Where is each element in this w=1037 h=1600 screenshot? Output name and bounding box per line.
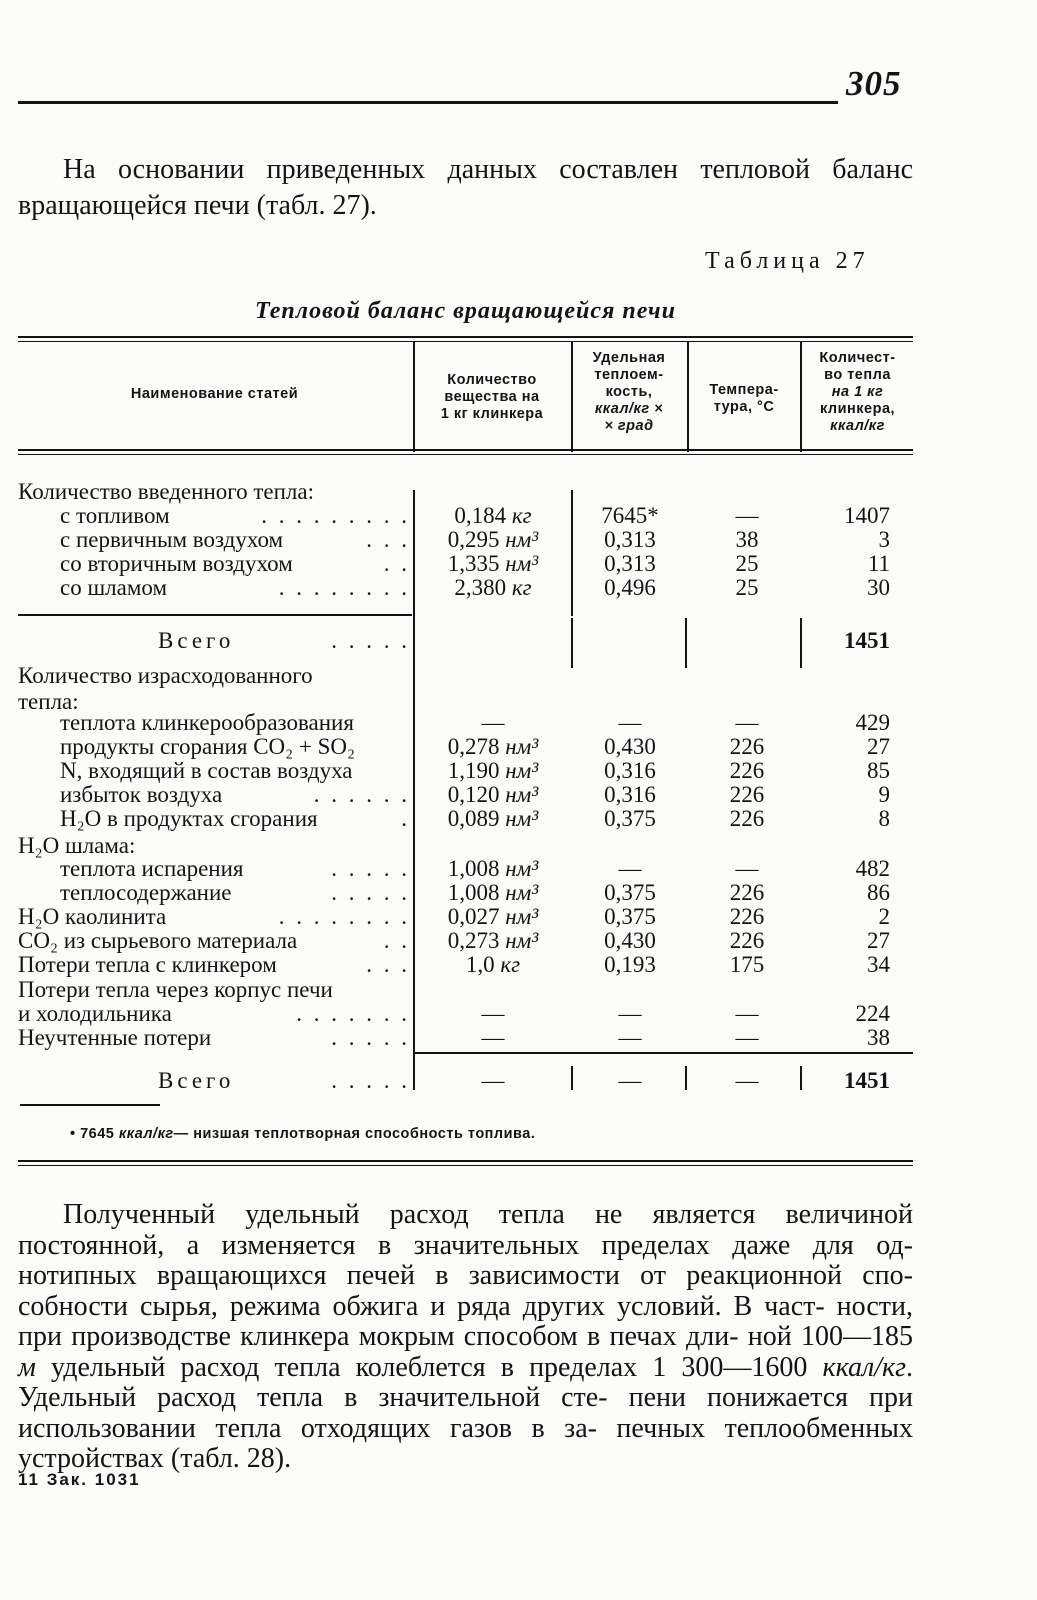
row-label-text: продукты сгорания CO₂ + SO₂ <box>60 735 356 759</box>
header-line: вещества на <box>444 389 540 405</box>
row-label <box>18 929 410 953</box>
cell-quantity <box>418 857 568 881</box>
table-row <box>0 759 1037 783</box>
quantity-value: 1,335 <box>447 551 500 576</box>
row-label-text: CO₂ из сырьевого материала <box>18 929 298 953</box>
row-label <box>60 711 410 735</box>
row-label <box>60 857 410 881</box>
table-row <box>0 552 1037 576</box>
row-label <box>18 905 410 929</box>
cell-heat: 3 <box>878 527 890 552</box>
print-signature: 11 Зак. 1031 <box>18 1470 141 1489</box>
cell-heat-capacity: 0,375 <box>604 904 656 929</box>
table-end-rule <box>18 1160 913 1162</box>
quantity-unit: нм³ <box>499 904 539 929</box>
cell-heat-capacity: 0,375 <box>604 806 656 831</box>
table-row <box>0 807 1037 831</box>
cell-heat: 11 <box>867 551 890 576</box>
row-label-text: Количество введенного тепла: <box>18 480 315 504</box>
text-run: ной 100—185 <box>747 1321 914 1352</box>
table-row <box>0 929 1037 953</box>
footnote-rule <box>20 1104 160 1106</box>
cell-heat: 1407 <box>844 503 890 528</box>
table-row <box>0 783 1037 807</box>
quantity-value: 0,120 <box>447 782 500 807</box>
cell-temperature: 226 <box>729 734 765 759</box>
quantity-value: 1,0 <box>465 952 495 977</box>
row-label <box>60 528 410 552</box>
cell-heat-capacity: 0,430 <box>604 734 656 759</box>
body-paragraph <box>18 1200 913 1475</box>
text-run: нотипных вращающихся печей в зависимости от реакционной спо- <box>18 1260 913 1291</box>
cell-heat-capacity: — <box>618 1025 642 1050</box>
table-row <box>0 978 1037 1002</box>
cell-quantity <box>418 735 568 759</box>
leader-dots: . . . <box>366 953 410 977</box>
cell-heat: 8 <box>878 806 890 831</box>
cell-heat: 34 <box>867 952 890 977</box>
leader-dots: . . <box>383 552 410 576</box>
row-label-text: и холодильника <box>18 1002 172 1026</box>
header-line: Количество <box>447 372 537 388</box>
table-total-row <box>0 629 1037 653</box>
cell-temperature: — <box>735 503 759 528</box>
row-label-text: теплосодержание <box>60 881 232 905</box>
leader-dots: . . . . . <box>331 629 410 653</box>
cell-quantity <box>418 783 568 807</box>
cell-temperature: 38 <box>735 527 759 552</box>
row-label <box>18 834 410 858</box>
header-line: Количест- <box>819 350 896 366</box>
quantity-unit: нм³ <box>499 880 539 905</box>
text-run: пени понижается при использовании тепла отходящих газов в за- <box>18 1382 914 1444</box>
cell-quantity <box>418 953 568 977</box>
text-run: . Удельный расход тепла в значительной сте- <box>18 1351 913 1413</box>
quantity-unit: кг <box>494 952 521 977</box>
cell-heat-capacity: — <box>618 1068 642 1093</box>
cell-quantity <box>418 929 568 953</box>
quantity-unit: нм³ <box>499 551 539 576</box>
cell-quantity <box>418 759 568 783</box>
table-row <box>0 480 1037 504</box>
cell-temperature: 25 <box>735 575 759 600</box>
cell-temperature: 226 <box>729 806 765 831</box>
quantity-unit: нм³ <box>499 527 539 552</box>
leader-dots: . . . . . <box>331 881 410 905</box>
row-label <box>18 480 410 504</box>
row-label <box>60 881 410 905</box>
cell-temperature: 175 <box>729 952 765 977</box>
cell-heat: 86 <box>867 880 890 905</box>
row-label <box>60 807 410 831</box>
row-label <box>60 552 410 576</box>
cell-quantity <box>418 1002 568 1026</box>
row-label-text: теплота клинкерообразования <box>60 711 354 735</box>
table-row <box>0 881 1037 905</box>
cell-quantity <box>418 1069 568 1093</box>
quantity-value: 0,278 <box>447 734 500 759</box>
footnote-marker: • 7645 <box>70 1126 115 1142</box>
row-label <box>60 576 410 600</box>
header-name: Наименование статей <box>130 386 299 402</box>
quantity-value: 0,273 <box>447 928 500 953</box>
quantity-value: 0,089 <box>447 806 500 831</box>
header-line: клинкера, <box>819 401 896 417</box>
cell-quantity <box>418 528 568 552</box>
quantity-value: 1,190 <box>447 758 500 783</box>
table-end-rule-thin <box>18 1165 913 1166</box>
table-row <box>0 1002 1037 1026</box>
quantity-value: — <box>481 1001 505 1026</box>
text-run: собности сырья, режима обжига и ряда других условий. В част- <box>18 1290 825 1322</box>
cell-heat-capacity: — <box>618 1001 642 1026</box>
cell-quantity <box>418 711 568 735</box>
row-label-text: Потери тепла с клинкером <box>18 953 277 977</box>
footnote-unit: ккал/кг <box>118 1126 174 1142</box>
cell-temperature: 226 <box>729 904 765 929</box>
row-label <box>18 1002 410 1026</box>
cell-temperature: — <box>735 856 759 881</box>
cell-quantity <box>418 504 568 528</box>
quantity-value: 1,008 <box>447 880 500 905</box>
cell-quantity <box>418 576 568 600</box>
row-label <box>60 504 410 528</box>
cell-heat-capacity: 0,430 <box>604 928 656 953</box>
row-label-text: теплота испарения <box>60 857 244 881</box>
quantity-unit: кг <box>506 503 532 528</box>
table-row <box>0 711 1037 735</box>
header-line: на 1 кг <box>831 384 884 400</box>
quantity-unit: нм³ <box>499 806 539 831</box>
cell-heat: 482 <box>855 856 890 881</box>
leader-dots: . . <box>383 929 410 953</box>
row-label <box>60 783 410 807</box>
cell-heat: 27 <box>867 928 890 953</box>
unit-text: ккал/кг <box>822 1351 906 1383</box>
row-label-text: с первичным воздухом <box>60 528 284 552</box>
table-row <box>0 528 1037 552</box>
cell-heat: 1451 <box>844 628 890 653</box>
cell-temperature: 25 <box>735 551 759 576</box>
header-line: 1 кг клинкера <box>440 406 544 422</box>
leader-dots: . . . . . . . . <box>278 905 410 929</box>
text-run: Полученный удельный расход тепла не является величиной постоянной, а изменяется в значительных пределах даже для од- <box>18 1199 913 1261</box>
table-total-row <box>0 1069 1037 1093</box>
table-row <box>0 857 1037 881</box>
row-label-text: Всего <box>158 1069 235 1093</box>
row-label-text: H₂O каолинита <box>18 905 167 929</box>
row-label <box>18 1026 410 1050</box>
cell-heat: 1451 <box>844 1068 890 1093</box>
cell-heat-capacity: — <box>618 710 642 735</box>
row-label-text: Всего <box>158 629 235 653</box>
cell-heat-capacity: 7645* <box>601 503 659 528</box>
cell-heat: 30 <box>867 575 890 600</box>
table-row <box>0 504 1037 528</box>
row-label <box>18 978 410 1002</box>
row-label-text: Количество израсходованного <box>18 664 313 688</box>
row-label-text: с топливом <box>60 504 170 528</box>
quantity-unit: нм³ <box>499 758 539 783</box>
leader-dots: . . . . . . . . . <box>261 504 410 528</box>
quantity-unit: нм³ <box>499 928 539 953</box>
cell-temperature: 226 <box>729 928 765 953</box>
cell-heat-capacity: 0,313 <box>604 551 656 576</box>
intro-paragraph: На основании приведенных данных составлен тепловой баланс вращающейся печи (табл. 27). <box>18 154 913 221</box>
cell-heat: 38 <box>867 1025 890 1050</box>
header-line: ккал/кг × <box>594 401 664 417</box>
cell-quantity <box>418 905 568 929</box>
text-run: печных теплообменных устройствах (табл. 28). <box>18 1412 913 1474</box>
table-row <box>0 905 1037 929</box>
row-label <box>158 629 410 653</box>
quantity-value: — <box>481 710 505 735</box>
row-label <box>18 953 410 977</box>
cell-heat-capacity: 0,375 <box>604 880 656 905</box>
header-line: Удельная <box>592 350 666 366</box>
cell-quantity <box>418 807 568 831</box>
table-row <box>0 1026 1037 1050</box>
header-line: теплоем- <box>594 367 664 383</box>
header-line: × град <box>604 418 654 434</box>
quantity-unit: нм³ <box>499 856 539 881</box>
row-label-text: H₂O в продуктах сгорания <box>60 807 318 831</box>
text-run: удельный расход тепла колеблется в пределах 1 300—1600 <box>35 1351 823 1383</box>
row-label-text: Потери тепла через корпус печи <box>18 978 333 1002</box>
row-label <box>60 735 410 759</box>
table-row <box>0 664 1037 688</box>
cell-heat: 27 <box>867 734 890 759</box>
text-run: ности, при производстве клинкера мокрым способом в печах дли- <box>18 1290 914 1352</box>
quantity-value: 0,295 <box>447 527 500 552</box>
leader-dots: . . . . . . <box>313 783 410 807</box>
footnote <box>70 1126 535 1142</box>
quantity-value: 0,184 <box>454 503 507 528</box>
leader-dots: . . . . . <box>331 1069 410 1093</box>
quantity-value: 2,380 <box>454 575 507 600</box>
leader-dots: . . . . . . . <box>296 1002 410 1026</box>
header-line: ккал/кг <box>830 418 885 434</box>
cell-temperature: — <box>735 710 759 735</box>
header-line: во тепла <box>824 367 891 383</box>
footnote-text: — низшая теплотворная способность топлива. <box>173 1126 536 1142</box>
leader-dots: . . . . . <box>331 1026 410 1050</box>
leader-dots: . . . . . . . . <box>278 576 410 600</box>
cell-quantity <box>418 881 568 905</box>
cell-temperature: — <box>735 1001 759 1026</box>
cell-heat-capacity: 0,193 <box>604 952 656 977</box>
header-line: тура, °С <box>713 399 775 415</box>
row-label-text: со вторичным воздухом <box>60 552 293 576</box>
leader-dots: . . . . . <box>331 857 410 881</box>
table-row <box>0 834 1037 858</box>
cell-temperature: 226 <box>729 782 765 807</box>
leader-dots: . . . <box>366 528 410 552</box>
row-label-text: N, входящий в состав воздуха <box>60 759 353 783</box>
row-label-text: Неучтенные потери <box>18 1026 212 1050</box>
cell-temperature: 226 <box>729 880 765 905</box>
cell-heat: 224 <box>855 1001 890 1026</box>
cell-heat-capacity: — <box>618 856 642 881</box>
row-label <box>158 1069 410 1093</box>
header-line: Темпера- <box>709 382 779 398</box>
quantity-unit: нм³ <box>499 734 539 759</box>
row-label-text: тепла: <box>18 690 79 714</box>
quantity-unit: нм³ <box>499 782 539 807</box>
row-label-text: со шламом <box>60 576 168 600</box>
cell-heat-capacity: 0,316 <box>604 758 656 783</box>
cell-temperature: — <box>735 1068 759 1093</box>
quantity-value: 0,027 <box>447 904 500 929</box>
page-number: 305 <box>846 64 902 103</box>
cell-heat: 9 <box>878 782 890 807</box>
table-label: Таблица 27 <box>705 248 870 274</box>
quantity-value: 1,008 <box>447 856 500 881</box>
cell-temperature: — <box>735 1025 759 1050</box>
quantity-value: — <box>481 1068 505 1093</box>
cell-heat: 2 <box>878 904 890 929</box>
cell-temperature: 226 <box>729 758 765 783</box>
cell-heat-capacity: 0,313 <box>604 527 656 552</box>
cell-quantity <box>418 1026 568 1050</box>
cell-heat: 429 <box>855 710 890 735</box>
table-row <box>0 735 1037 759</box>
table-title: Тепловой баланс вращающейся печи <box>254 298 676 324</box>
quantity-value: — <box>481 1025 505 1050</box>
cell-heat: 85 <box>867 758 890 783</box>
header-line: кость, <box>605 384 653 400</box>
unit-text: м <box>18 1351 36 1383</box>
cell-heat-capacity: 0,496 <box>604 575 656 600</box>
row-label-text: избыток воздуха <box>60 783 223 807</box>
cell-quantity <box>418 552 568 576</box>
table-row <box>0 953 1037 977</box>
quantity-unit: кг <box>506 575 532 600</box>
row-label <box>60 759 410 783</box>
row-label <box>18 664 410 688</box>
row-label-text: H₂O шлама: <box>18 834 136 858</box>
leader-dots: . <box>401 807 410 831</box>
table-row <box>0 576 1037 600</box>
cell-heat-capacity: 0,316 <box>604 782 656 807</box>
